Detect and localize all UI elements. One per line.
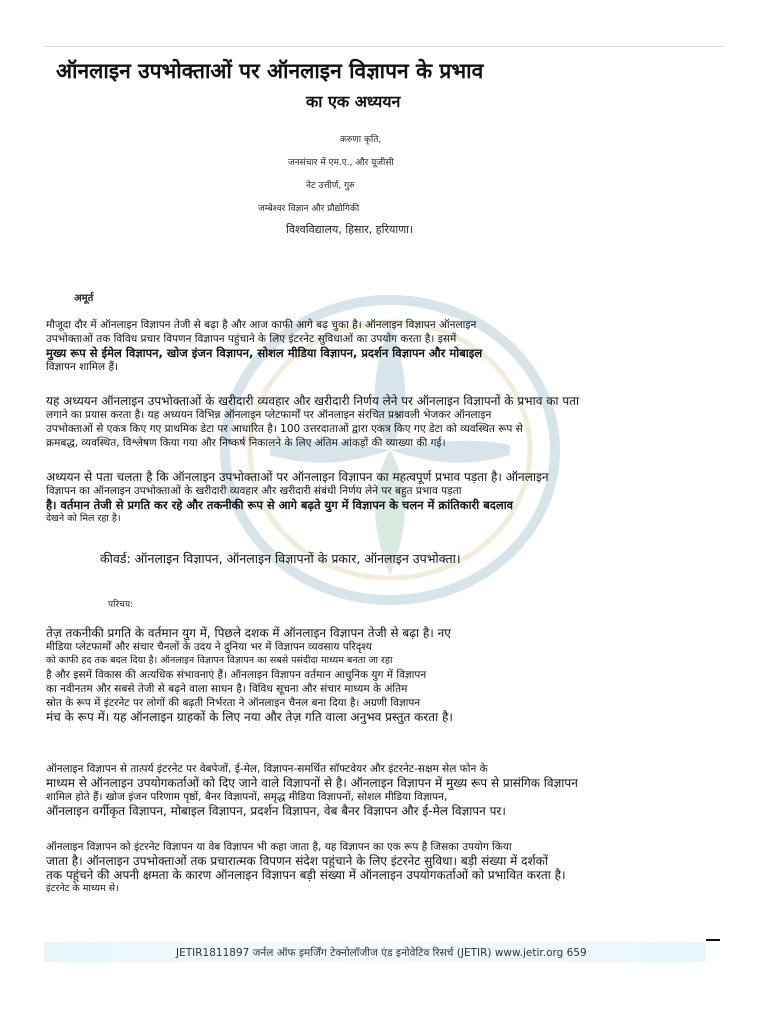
text-line: है और इसमें विकास की अत्यधिक संभावनाएं हैं। ऑनलाइन विज्ञापन वर्तमान आधुनिक युग में विज्ञापन — [46, 669, 427, 681]
abstract-paragraph-2 — [46, 394, 676, 450]
text-line: स्रोत के रूप में इंटरनेट पर लोगों की बढ़ती निर्भरता ने ऑनलाइन चैनल बना दिया है। अग्रणी विज्ञापन — [46, 697, 421, 709]
text-line: माध्यम से ऑनलाइन उपयोगकर्ताओं को दिए जाने वाले विज्ञापनों से है। ऑनलाइन विज्ञापन में मुख्य रूप से प्रासंगिक विज्ञापन — [46, 776, 578, 790]
footer-citation: JETIR1811897 जर्नल ऑफ इमर्जिंग टेक्नोलॉजीज एंड इनोवेटिव रिसर्च (JETIR) www.jetir.org 659 — [176, 947, 587, 959]
abstract-paragraph-3 — [46, 470, 676, 526]
author-name: करुणा कृति, — [340, 135, 382, 145]
text-line: मीडिया प्लेटफार्मों और संचार चैनलों के उदय ने दुनिया भर में विज्ञापन व्यवसाय परिदृश्य — [46, 641, 372, 653]
text-line: क्रमबद्ध, व्यवस्थित, विश्लेषण किया गया और निष्कर्ष निकालने के लिए अंतिम आंकड़ों की व्याख्या की गई। — [46, 437, 446, 449]
top-rule — [44, 46, 724, 47]
abstract-paragraph-1 — [46, 318, 676, 374]
text-line: ऑनलाइन विज्ञापन को इंटरनेट विज्ञापन या वेब विज्ञापन भी कहा जाता है, यह विज्ञापन का एक रूप है जिसका उपयोग किया — [46, 841, 512, 853]
text-line: मंच के रूप में। यह ऑनलाइन ग्राहकों के लिए नया और तेज़ गति वाला अनुभव प्रस्तुत करता है। — [46, 710, 453, 724]
intro-heading: परिचय: — [108, 600, 134, 610]
text-line: तेज़ तकनीकी प्रगति के वर्तमान युग में, पिछले दशक में ऑनलाइन विज्ञापन तेजी से बढ़ा है। नए — [46, 626, 451, 640]
intro-paragraph-1 — [46, 626, 676, 724]
text-line: यह अध्ययन ऑनलाइन उपभोक्ताओं के खरीदारी व्यवहार और खरीदारी निर्णय लेने पर ऑनलाइन विज्ञापनों के प्रभाव का पता — [46, 394, 580, 408]
paper-title: ऑनलाइन उपभोक्ताओं पर ऑनलाइन विज्ञापन के प्रभाव — [56, 59, 484, 83]
author-qualification: जनसंचार में एम.ए., और यूजीसी — [288, 158, 394, 168]
paper-subtitle: का एक अध्ययन — [306, 92, 401, 111]
text-line: तक पहुंचने की अपनी क्षमता के कारण ऑनलाइन विज्ञापन बड़ी संख्या में ऑनलाइन उपयोगकर्ताओं को प्रभावित करता है। — [46, 868, 566, 882]
author-university: विश्वविद्यालय, हिसार, हरियाणा। — [286, 223, 414, 236]
keywords-line: कीवर्ड: ऑनलाइन विज्ञापन, ऑनलाइन विज्ञापनों के प्रकार, ऑनलाइन उपभोक्ता। — [100, 551, 461, 566]
text-line: उपभोक्ताओं तक विविध प्रचार विपणन विज्ञापन पहुंचाने के लिए इंटरनेट सुविधाओं का उपयोग करता है। इसमें — [46, 333, 457, 345]
page-mark — [706, 939, 720, 941]
text-line: मुख्य रूप से ईमेल विज्ञापन, खोज इंजन विज्ञापन, सोशल मीडिया विज्ञापन, प्रदर्शन विज्ञापन और मोबाइल — [46, 346, 483, 360]
author-institute: जम्बेश्वर विज्ञान और प्रौद्योगिकी — [258, 204, 360, 214]
text-line: देखने को मिल रहा है। — [46, 513, 121, 524]
intro-paragraph-3 — [46, 840, 676, 896]
text-line: इंटरनेट के माध्यम से। — [46, 883, 119, 894]
text-line: जाता है। ऑनलाइन उपभोक्ताओं तक प्रचारात्मक विपणन संदेश पहुंचाने के लिए इंटरनेट सुविधा। बड़ी संख्या में दर्शकों — [46, 854, 548, 868]
text-line: ऑनलाइन विज्ञापन से तात्पर्य इंटरनेट पर वेबपेजों, ई-मेल, विज्ञापन-समर्थित सॉफ्टवेयर और इंटरनेट-सक्षम सेल फोन के — [46, 763, 488, 775]
text-line: को काफी हद तक बदल दिया है। ऑनलाइन विज्ञापन विज्ञापन का सबसे पसंदीदा माध्यम बनता जा रहा — [46, 655, 393, 666]
text-line: मौजूदा दौर में ऑनलाइन विज्ञापन तेजी से बढ़ा है और आज काफी आगे बढ़ चुका है। ऑनलाइन विज्ञापन ऑनलाइन — [46, 319, 477, 331]
text-line: शामिल होते हैं। खोज इंजन परिणाम पृष्ठों, बैनर विज्ञापनों, समृद्ध मीडिया विज्ञापनों, सोशल मीडिया विज्ञापन, — [46, 791, 448, 803]
abstract-heading: अमूर्त — [74, 293, 94, 304]
text-line: का नवीनतम और सबसे तेजी से बढ़ने वाला साधन है। विविध सूचना और संचार माध्यम के अंतिम — [46, 683, 408, 695]
text-line: अध्ययन से पता चलता है कि ऑनलाइन उपभोक्ताओं पर ऑनलाइन विज्ञापन का महत्वपूर्ण प्रभाव पड़ता है। ऑनलाइन — [46, 470, 549, 484]
text-line: ऑनलाइन वर्गीकृत विज्ञापन, मोबाइल विज्ञापन, प्रदर्शन विज्ञापन, वेब बैनर विज्ञापन और ई-मेल विज्ञापन पर। — [46, 804, 506, 818]
intro-paragraph-2 — [46, 762, 676, 818]
text-line: है। वर्तमान तेजी से प्रगति कर रहे और तकनीकी रूप से आगे बढ़ते युग में विज्ञापन के चलन में क्रांतिकारी बदलाव — [46, 498, 514, 512]
author-exam: नेट उत्तीर्ण, गुरु — [306, 181, 355, 191]
text-line: उपभोक्ताओं से एकत्र किए गए प्राथमिक डेटा पर आधारित है। 100 उत्तरदाताओं द्वारा एकत्र किए गए डेटा को व्यवस्थित रूप से — [46, 423, 523, 435]
text-line: लगाने का प्रयास करता है। यह अध्ययन विभिन्न ऑनलाइन प्लेटफार्मों पर ऑनलाइन संरचित प्रश्नावली भेजकर ऑनलाइन — [46, 409, 492, 421]
text-line: विज्ञापन शामिल हैं। — [46, 361, 119, 373]
text-line: विज्ञापन का ऑनलाइन उपभोक्ताओं के खरीदारी व्यवहार और खरीदारी संबंधी निर्णय लेने पर बहुत प्रभाव पड़ता — [46, 485, 462, 497]
